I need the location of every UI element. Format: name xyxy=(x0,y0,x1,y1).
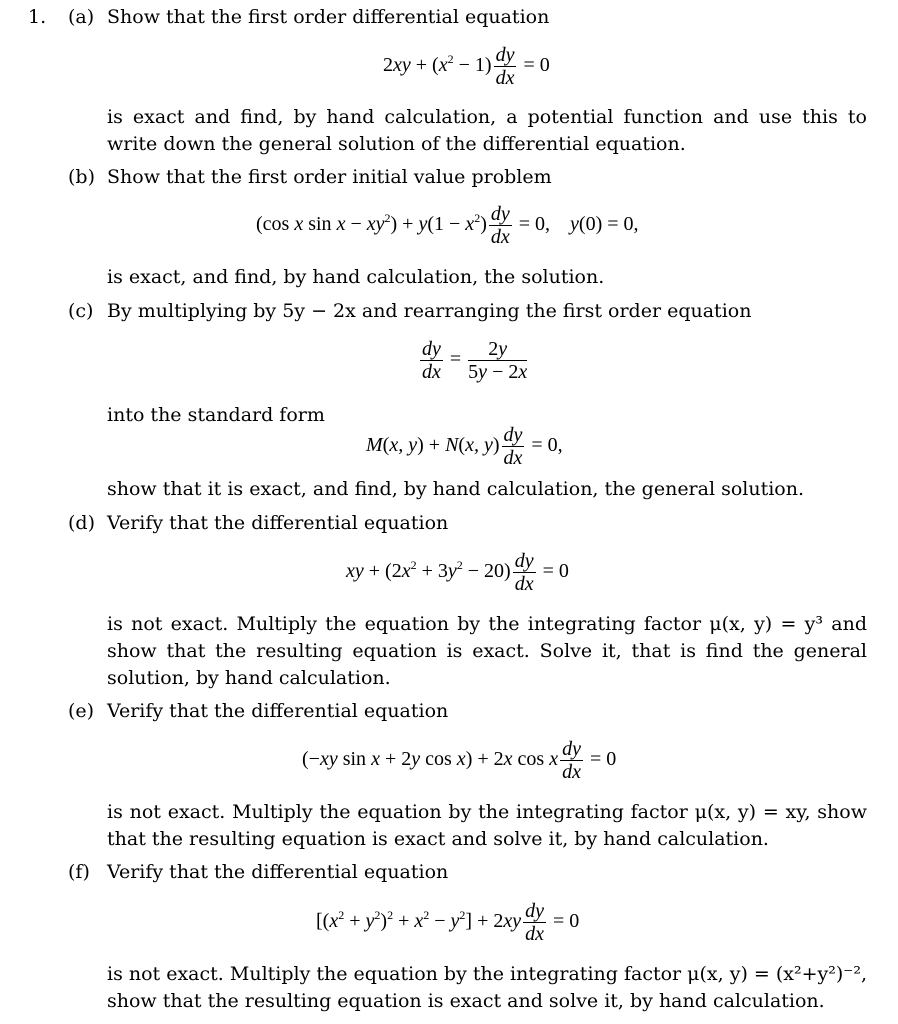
part-e-label: (e) xyxy=(68,700,95,722)
part-d-label: (d) xyxy=(68,512,95,534)
part-c-mid: into the standard form xyxy=(107,404,325,426)
part-c-label: (c) xyxy=(68,300,94,322)
part-b-label: (b) xyxy=(68,166,95,188)
part-a-label: (a) xyxy=(68,6,95,28)
part-f-equation: $[(x^2 + y^2)^2 + x^2 - y^2] + 2xy$ $\frac{dy}{dx}$ = 0 xyxy=(316,900,580,945)
part-a-text: is exact and find, by hand calculation, a potential function and use this to write down the general solution of the differential equation. xyxy=(107,106,867,155)
part-f-label: (f) xyxy=(68,861,90,883)
part-f-text: is not exact. Multiply the equation by the integrating factor μ(x, y) = (x²+y²)⁻², show that the resulting equation is exact and solve it, by hand calculation. xyxy=(107,963,867,1012)
part-a-intro: Show that the first order differential equation xyxy=(107,6,550,28)
part-b-text: is exact, and find, by hand calculation, the solution. xyxy=(107,266,605,288)
part-d-intro: Verify that the differential equation xyxy=(107,512,449,534)
part-d-text: is not exact. Multiply the equation by the integrating factor μ(x, y) = y³ and show that the resulting equation is exact. Solve it, that is find the general solution, by hand calculation. xyxy=(107,613,867,689)
part-c-text: show that it is exact, and find, by hand calculation, the general solution. xyxy=(107,478,805,500)
problem-number: 1. xyxy=(28,6,47,28)
part-a-equation-text: $2xy + (x^2 - 1)$ $\frac{dy}{dx}$ = 0 xyxy=(383,44,550,89)
part-e-equation: (−xy sin x + 2y cos x) + 2x cos x $\frac{dy}{dx}$ = 0 xyxy=(302,738,617,783)
part-e-text: is not exact. Multiply the equation by the integrating factor μ(x, y) = xy, show that the resulting equation is exact and solve it, by hand calculation. xyxy=(107,801,867,850)
part-f-intro: Verify that the differential equation xyxy=(107,861,449,883)
part-a-equation xyxy=(383,44,550,89)
part-d-equation: xy + $(2x^2 + 3y^2 - 20)$ $\frac{dy}{dx}$ = 0 xyxy=(346,550,569,595)
part-c-intro: By multiplying by 5y − 2x and rearranging the first order equation xyxy=(107,300,752,322)
part-c-equation2: M(x, y) + N(x, y) $\frac{dy}{dx}$ = 0, xyxy=(366,424,563,469)
part-b-intro: Show that the first order initial value problem xyxy=(107,166,552,188)
part-c-equation: $\frac{dy}{dx}$ = $\frac{2y}{5y - 2x}$ xyxy=(422,338,528,383)
part-e-intro: Verify that the differential equation xyxy=(107,700,449,722)
part-b-equation: (cos x $\sin x - xy^2) + y(1 - x^2)$ $\frac{dy}{dx}$ = 0, y(0) = 0, xyxy=(256,203,639,248)
